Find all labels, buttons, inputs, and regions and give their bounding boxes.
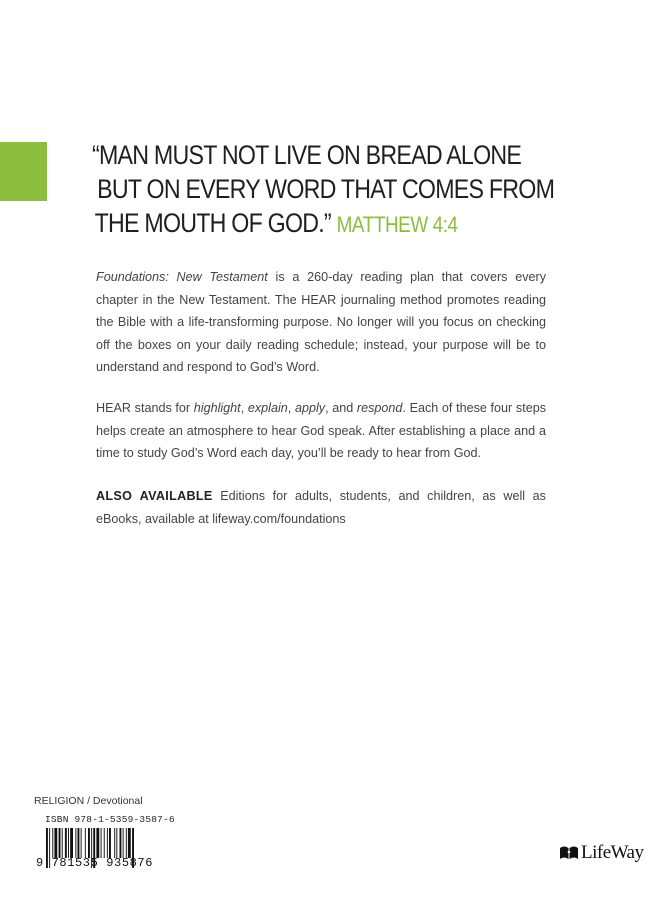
- barcode-bar: [109, 828, 111, 858]
- also-available-label: ALSO AVAILABLE: [96, 489, 213, 503]
- barcode-bar: [52, 828, 53, 858]
- scripture-quote: [92, 138, 556, 242]
- barcode-bar: [65, 828, 67, 858]
- term-explain: explain: [247, 401, 288, 415]
- barcode-bar: [116, 828, 117, 858]
- paragraph-1-body: is a 260-day reading plan that covers every chapter in the New Testament. The HEAR journaling method promotes reading the Bible with a life-transforming purpose. No longer will you focus on checking off the boxes on your daily reading schedule; instead, your purpose will be to understand and respond to God’s Word.: [96, 270, 546, 374]
- description-paragraph-2: [96, 397, 546, 465]
- lifeway-mark-icon: [559, 844, 579, 862]
- description-paragraph-1: [96, 266, 546, 379]
- barcode-bar: [62, 828, 63, 858]
- separator: , and: [325, 401, 357, 415]
- barcode-bar: [70, 828, 73, 858]
- category-label: RELIGION / Devotional: [34, 795, 143, 807]
- barcode-bar: [114, 828, 115, 858]
- barcode-bar: [107, 828, 108, 858]
- barcode-bar: [128, 828, 131, 858]
- publisher-logo: [559, 842, 644, 864]
- separator: ,: [240, 401, 248, 415]
- barcode-bar: [88, 828, 90, 858]
- also-available: [96, 485, 546, 530]
- barcode-bar: [123, 828, 124, 858]
- quote-line-3-text: THE MOUTH OF GOD.”: [94, 208, 331, 238]
- barcode-bar: [75, 828, 76, 858]
- term-highlight: highlight: [193, 401, 241, 415]
- barcode-bar: [78, 828, 80, 858]
- term-respond: respond: [356, 401, 403, 415]
- barcode-bar: [68, 828, 69, 858]
- quote-line-3: [92, 206, 556, 242]
- term-apply: apply: [294, 401, 326, 415]
- barcode-bar: [59, 828, 61, 858]
- barcode-bar: [85, 828, 86, 858]
- book-title: Foundations: New Testament: [96, 270, 268, 284]
- barcode-digits: 9 781535 935876: [36, 856, 154, 870]
- quote-line-1: “MAN MUST NOT LIVE ON BREAD ALONE: [92, 140, 522, 170]
- barcode-bar: [104, 828, 105, 858]
- paragraph-2-body: . Each of these four steps helps create an atmosphere to hear God speak. After establishing a place and a time to study God’s Word each day, you’ll be ready to hear from God.: [96, 401, 547, 460]
- barcode-bar: [101, 828, 102, 858]
- barcode-bar: [126, 828, 127, 858]
- isbn-number: ISBN 978-1-5359-3587-6: [45, 814, 175, 825]
- barcode-bar: [96, 828, 99, 858]
- publisher-name: LifeWay: [581, 842, 644, 863]
- paragraph-2-intro: HEAR stands for: [96, 401, 194, 415]
- barcode-bar: [54, 828, 57, 858]
- barcode-bar: [120, 828, 122, 858]
- accent-bar: [0, 142, 47, 201]
- quote-line-2: BUT ON EVERY WORD THAT COMES FROM: [97, 174, 555, 204]
- also-available-body: Editions for adults, students, and children, as well as eBooks, available at lifeway.com/foundations: [96, 489, 546, 526]
- separator: ,: [287, 401, 295, 415]
- barcode-bar: [81, 828, 82, 858]
- scripture-reference: MATTHEW 4:4: [336, 212, 458, 237]
